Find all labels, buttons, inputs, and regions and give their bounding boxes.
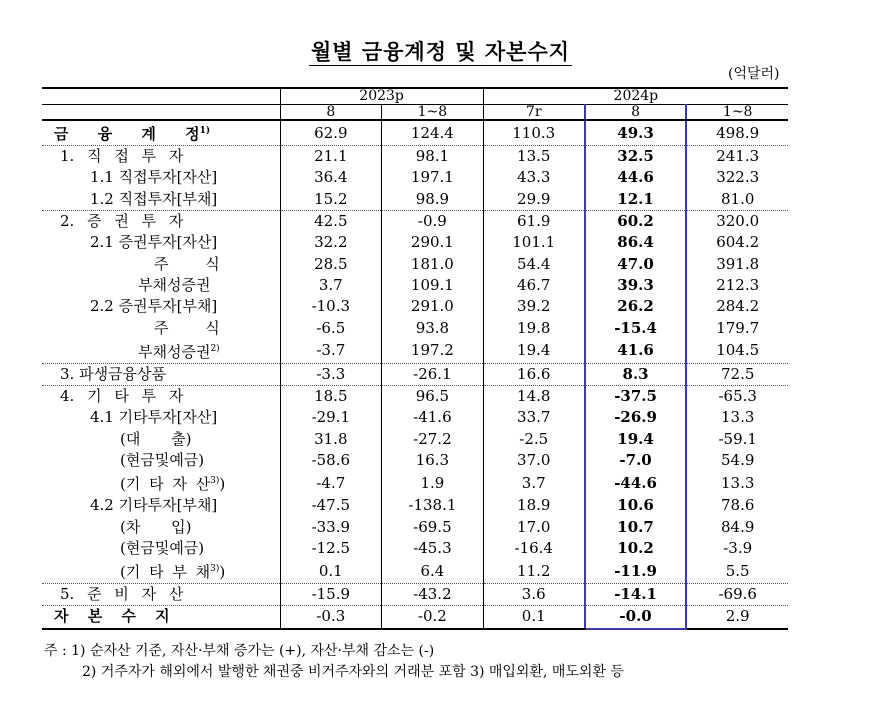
table-cell: 32.2 [280, 232, 382, 253]
table-cell: 10.6 [585, 495, 687, 516]
table-cell: 72.5 [686, 363, 788, 385]
row-label: 2. 증 권 투 자 [42, 210, 280, 232]
table-cell: 1.9 [382, 471, 484, 495]
table-row [42, 495, 788, 516]
table-cell: 42.5 [280, 210, 382, 232]
table-cell: 39.3 [585, 275, 687, 296]
table-cell: -69.5 [382, 516, 484, 537]
table-cell: -2.5 [483, 429, 585, 450]
table-cell: 197.2 [382, 339, 484, 364]
table-cell: 15.2 [280, 189, 382, 211]
footnote-1: 주 : 1) 순자산 기준, 자산·부채 증가는 (+), 자산·부채 감소는 (-) [44, 643, 435, 659]
row-label: 1. 직 접 투 자 [42, 146, 280, 168]
table-row [42, 450, 788, 471]
unit-label: (억달러) [728, 66, 780, 82]
table-row [42, 120, 788, 146]
header-col-2023-8: 8 [280, 104, 382, 120]
table-cell: 3.7 [280, 275, 382, 296]
table-cell: -26.1 [382, 363, 484, 385]
table-cell: -65.3 [686, 385, 788, 407]
table-cell: -138.1 [382, 495, 484, 516]
table-cell: -41.6 [382, 407, 484, 428]
table-cell: 284.2 [686, 296, 788, 317]
table-cell: 391.8 [686, 253, 788, 274]
row-label: 1.1 직접투자[자산] [90, 168, 218, 187]
table-cell: 5.5 [686, 559, 788, 584]
table-cell: 3.7 [483, 471, 585, 495]
table-cell: 36.4 [280, 167, 382, 188]
row-label: 부채성증권$^{2)}$ [138, 342, 220, 361]
row-label: 4.1 기타투자[자산] [90, 408, 218, 427]
table-cell: 33.7 [483, 407, 585, 428]
row-label: 2.2 증권투자[부채] [90, 297, 218, 316]
table-cell: 98.1 [382, 146, 484, 168]
table-cell: 26.2 [585, 296, 687, 317]
table-cell: 41.6 [585, 339, 687, 364]
table-cell: 498.9 [686, 120, 788, 146]
table-cell: 109.1 [382, 275, 484, 296]
header-year-2024: 2024p [483, 88, 788, 104]
table-cell: 104.5 [686, 339, 788, 364]
table-cell: 179.7 [686, 317, 788, 338]
table-row [42, 167, 788, 188]
financial-account-table [42, 87, 788, 630]
table-row [42, 385, 788, 407]
table-cell: -3.7 [280, 339, 382, 364]
header-col-2024-1-8: 1~8 [686, 104, 788, 120]
row-label: 금 융 계 정$^{1)}$ [54, 125, 211, 143]
table-row [42, 363, 788, 385]
table-cell: -33.9 [280, 516, 382, 537]
table-cell: 19.4 [585, 429, 687, 450]
table-cell: 101.1 [483, 232, 585, 253]
table-cell: 0.1 [280, 559, 382, 584]
table-row [42, 317, 788, 338]
table-row [42, 606, 788, 629]
table-cell: 54.4 [483, 253, 585, 274]
table-cell: 49.3 [585, 120, 687, 146]
table-cell: 12.1 [585, 189, 687, 211]
table-cell: -45.3 [382, 538, 484, 559]
table-cell: 124.4 [382, 120, 484, 146]
table-cell: 18.9 [483, 495, 585, 516]
table-cell: 10.7 [585, 516, 687, 537]
table-cell: 78.6 [686, 495, 788, 516]
row-label: 자 본 수 지 [42, 606, 280, 629]
row-label: (기 타 자 산$^{3)}$) [120, 475, 226, 494]
row-label: (현금및예금) [120, 538, 205, 557]
row-label: 5. 준 비 자 산 [42, 584, 280, 606]
table-cell: 31.8 [280, 429, 382, 450]
table-cell: 96.5 [382, 385, 484, 407]
table-cell: -14.1 [585, 584, 687, 606]
table-row [42, 538, 788, 559]
table-cell: 21.1 [280, 146, 382, 168]
table-row [42, 189, 788, 211]
table-cell: 110.3 [483, 120, 585, 146]
table-row [42, 429, 788, 450]
table-row [42, 559, 788, 584]
row-label: 4. 기 타 투 자 [42, 385, 280, 407]
row-label: 1.2 직접투자[부채] [90, 189, 218, 208]
table-cell: 14.8 [483, 385, 585, 407]
table-cell: 54.9 [686, 450, 788, 471]
table-cell: 212.3 [686, 275, 788, 296]
table-cell: -16.4 [483, 538, 585, 559]
table-cell: -10.3 [280, 296, 382, 317]
table-row [42, 584, 788, 606]
header-corner [42, 88, 280, 104]
table-cell: 60.2 [585, 210, 687, 232]
table-cell: -43.2 [382, 584, 484, 606]
table-cell: -3.3 [280, 363, 382, 385]
table-cell: -47.5 [280, 495, 382, 516]
table-cell: 8.3 [585, 363, 687, 385]
table-cell: 17.0 [483, 516, 585, 537]
table-cell: 28.5 [280, 253, 382, 274]
table-cell: 181.0 [382, 253, 484, 274]
table-cell: 11.2 [483, 559, 585, 584]
table-cell: 29.9 [483, 189, 585, 211]
table-cell: 81.0 [686, 189, 788, 211]
table-cell: 10.2 [585, 538, 687, 559]
table-cell: 62.9 [280, 120, 382, 146]
table-row [42, 232, 788, 253]
table-cell: 3.6 [483, 584, 585, 606]
header-row-months [42, 104, 788, 120]
table-cell: 61.9 [483, 210, 585, 232]
table-cell: -7.0 [585, 450, 687, 471]
table-cell: 320.0 [686, 210, 788, 232]
table-cell: 44.6 [585, 167, 687, 188]
table-cell: 19.8 [483, 317, 585, 338]
table-row [42, 339, 788, 364]
table-cell: 86.4 [585, 232, 687, 253]
table-cell: 197.1 [382, 167, 484, 188]
table-cell: -15.9 [280, 584, 382, 606]
table-cell: -0.2 [382, 606, 484, 629]
header-col-2024-7r: 7r [483, 104, 585, 120]
page-title: 월별 금융계정 및 자본수지 [310, 40, 571, 64]
table-cell: -69.6 [686, 584, 788, 606]
footnote-marker: 2) [210, 343, 220, 354]
table-cell: -59.1 [686, 429, 788, 450]
table-cell: 98.9 [382, 189, 484, 211]
row-label: 주 식 [154, 254, 220, 273]
table-cell: 93.8 [382, 317, 484, 338]
table-row [42, 210, 788, 232]
table-cell: 241.3 [686, 146, 788, 168]
row-label: (대 출) [120, 429, 192, 448]
table-cell: 16.6 [483, 363, 585, 385]
row-label: (기 타 부 채$^{3)}$) [120, 563, 226, 582]
table-cell: 13.3 [686, 407, 788, 428]
header-row-years [42, 88, 788, 104]
table-cell: 47.0 [585, 253, 687, 274]
footnote-marker: 3) [210, 564, 220, 575]
table-cell: -0.0 [585, 606, 687, 629]
row-label: (차 입) [120, 517, 192, 536]
table-cell: 18.5 [280, 385, 382, 407]
header-year-2023: 2023p [280, 88, 483, 104]
table-cell: -3.9 [686, 538, 788, 559]
table-cell: -6.5 [280, 317, 382, 338]
table-cell: 43.3 [483, 167, 585, 188]
table-cell: -11.9 [585, 559, 687, 584]
row-label: 3. 파생금융상품 [42, 363, 280, 385]
header-corner-2 [42, 104, 280, 120]
footnote-marker: 3) [210, 476, 220, 487]
table-cell: 6.4 [382, 559, 484, 584]
table-cell: 13.3 [686, 471, 788, 495]
table-cell: 46.7 [483, 275, 585, 296]
table-cell: -4.7 [280, 471, 382, 495]
table-cell: -58.6 [280, 450, 382, 471]
footnote-marker: 1) [199, 126, 211, 136]
table-cell: -15.4 [585, 317, 687, 338]
table-cell: 290.1 [382, 232, 484, 253]
header-col-2024-8: 8 [585, 104, 687, 120]
table-cell: 16.3 [382, 450, 484, 471]
table-row [42, 516, 788, 537]
header-col-2023-1-8: 1~8 [382, 104, 484, 120]
table-cell: 2.9 [686, 606, 788, 629]
table-cell: 291.0 [382, 296, 484, 317]
table-cell: 604.2 [686, 232, 788, 253]
table-cell: 322.3 [686, 167, 788, 188]
table-row [42, 407, 788, 428]
footnote-2: 2) 거주자가 해외에서 발행한 채권중 비거주자와의 거래분 포함 3) 매입외환, 매도외환 등 [82, 664, 624, 680]
table-cell: 32.5 [585, 146, 687, 168]
row-label: 2.1 증권투자[자산] [90, 233, 218, 252]
table-cell: -29.1 [280, 407, 382, 428]
table-cell: 13.5 [483, 146, 585, 168]
table-cell: 19.4 [483, 339, 585, 364]
table-cell: -44.6 [585, 471, 687, 495]
row-label: 주 식 [154, 318, 220, 337]
table-cell: 37.0 [483, 450, 585, 471]
table-cell: 0.1 [483, 606, 585, 629]
table-cell: 39.2 [483, 296, 585, 317]
row-label: 부채성증권 [138, 275, 211, 294]
table-cell: -12.5 [280, 538, 382, 559]
row-label: (현금및예금) [120, 451, 205, 469]
table-row [42, 275, 788, 296]
table-cell: -37.5 [585, 385, 687, 407]
table-row [42, 253, 788, 274]
table-cell: -27.2 [382, 429, 484, 450]
table-cell: 84.9 [686, 516, 788, 537]
table-row [42, 471, 788, 495]
row-label: 4.2 기타투자[부채] [90, 496, 218, 515]
table-row [42, 146, 788, 168]
table-cell: -0.3 [280, 606, 382, 629]
table-row [42, 296, 788, 317]
table-cell: -0.9 [382, 210, 484, 232]
table-cell: -26.9 [585, 407, 687, 428]
